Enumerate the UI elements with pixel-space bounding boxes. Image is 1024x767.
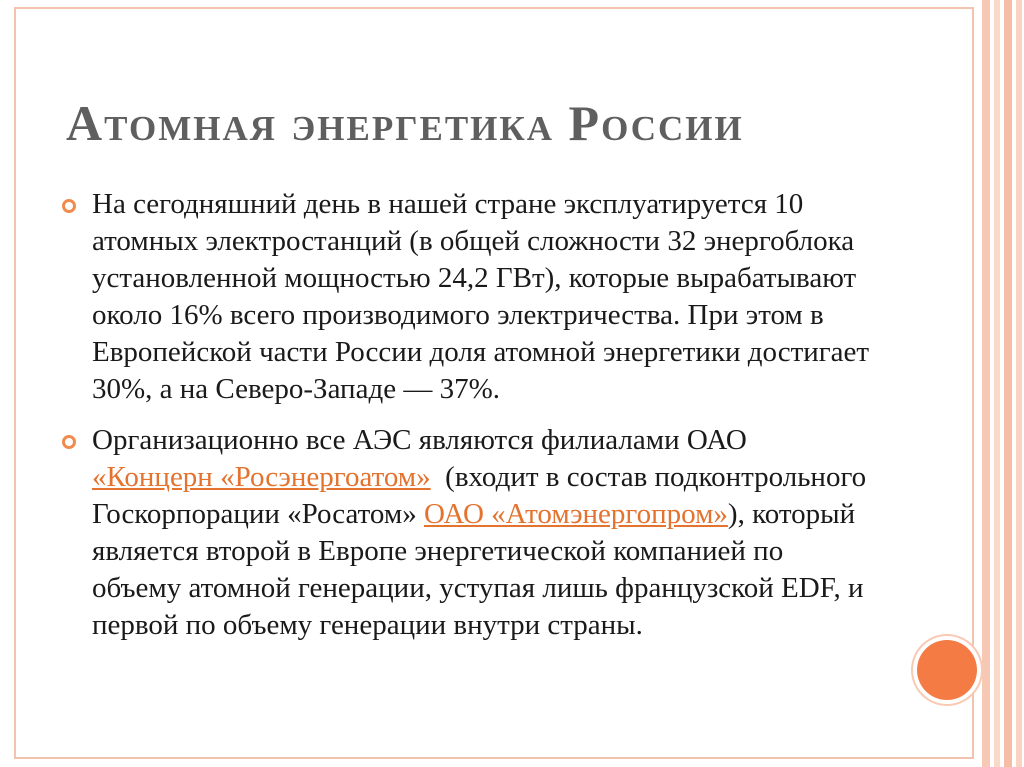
bullet-item (60, 186, 870, 408)
decor-stripe (982, 0, 990, 767)
atomenergoprom-link[interactable]: ОАО «Атомэнергопром» (423, 498, 728, 530)
bullet-ring-icon (62, 435, 76, 449)
bullet-text-part: (входит в состав подконтрольного Госкорпорации «Росатом» (92, 461, 874, 530)
bullet-ring-icon (62, 199, 76, 213)
bullet-text-part: ), который является второй в Европе энергетической компанией по объему атомной генерации, уступая лишь французской EDF, и первой по объему генерации внутри страны. (92, 498, 871, 641)
bullet-text-part: Организационно все АЭС являются филиалами ОАО (92, 424, 747, 456)
rosenergoatom-link[interactable]: «Концерн «Росэнергоатом» (92, 461, 431, 493)
decor-stripe (1016, 0, 1022, 767)
slide-title: Атомная энергетика России (66, 95, 744, 151)
decor-circle (917, 640, 977, 700)
decor-stripe (1004, 0, 1012, 767)
bullet-text: На сегодняшний день в нашей стране эксплуатируется 10 атомных электростанций (в общей сложности 32 энергоблока установленной мощностью 24,2 ГВт), которые вырабатывают около 16% всего производимого электричества. При этом в Европейской части России доля атомной энергетики достигает 30%, а на Северо-Западе — 37%. (92, 188, 870, 405)
bullet-list (60, 186, 874, 658)
bullet-item (60, 422, 874, 644)
decor-stripe (994, 0, 1000, 767)
